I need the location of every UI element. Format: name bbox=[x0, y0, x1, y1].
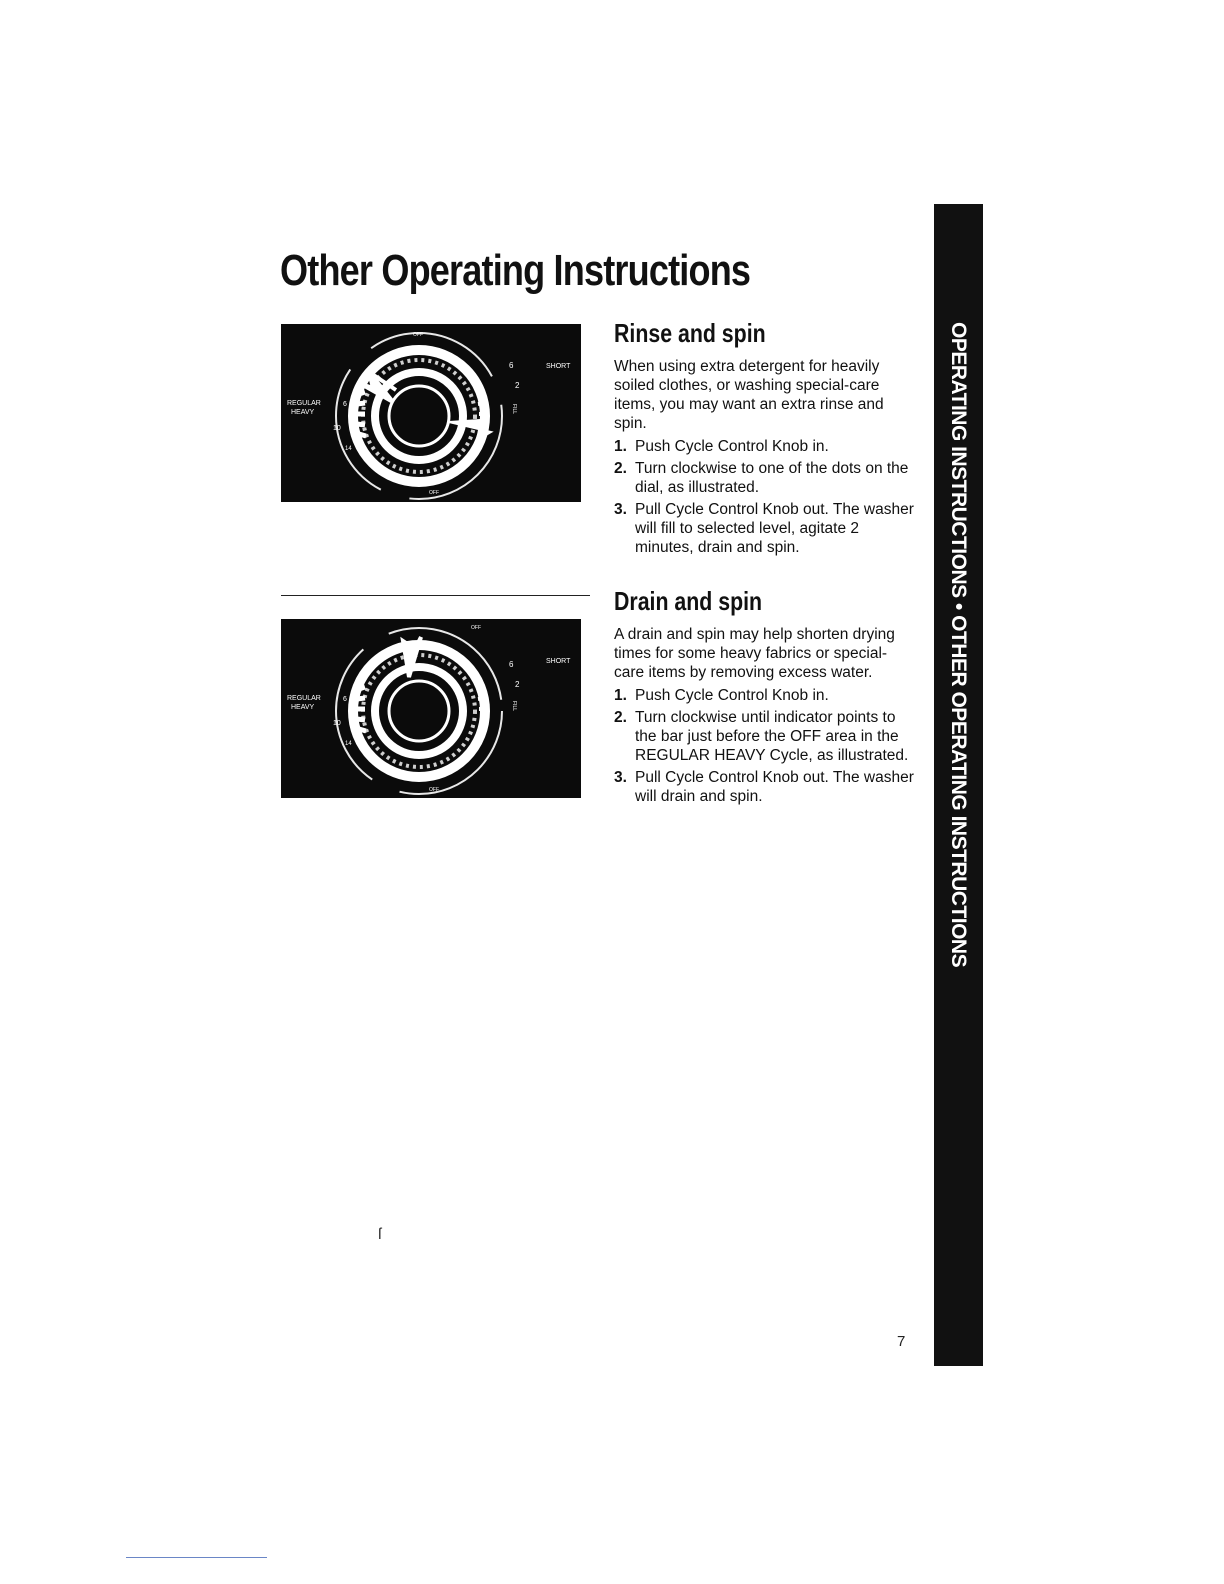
step-number: 3. bbox=[614, 501, 627, 518]
step-item bbox=[614, 686, 914, 705]
dial-number-left-2: 10 bbox=[333, 720, 341, 727]
dial-svg-1 bbox=[281, 324, 581, 502]
dial-label-fill: FILL bbox=[511, 404, 517, 415]
step-text: Push Cycle Control Knob in. bbox=[635, 438, 829, 455]
dial-label-bottom: OFF bbox=[429, 490, 439, 496]
step-text: Push Cycle Control Knob in. bbox=[635, 687, 829, 704]
drain-spin-dial-illustration bbox=[281, 619, 581, 798]
step-number: 2. bbox=[614, 709, 627, 726]
step-list-rinse bbox=[614, 437, 914, 557]
dial-number-left-3: 14 bbox=[345, 741, 352, 747]
drain-and-spin-section bbox=[614, 586, 914, 809]
rinse-and-spin-section bbox=[614, 318, 914, 560]
step-item bbox=[614, 768, 914, 806]
dial-label-top: OFF bbox=[413, 332, 423, 338]
step-text: Pull Cycle Control Knob out. The washer will drain and spin. bbox=[635, 769, 914, 805]
knob-inner bbox=[389, 386, 449, 446]
dial-number-left-1: 6 bbox=[343, 401, 347, 408]
section-divider bbox=[281, 595, 590, 596]
step-item bbox=[614, 500, 914, 557]
dial-label-heavy: HEAVY bbox=[291, 409, 315, 416]
step-number: 3. bbox=[614, 769, 627, 786]
knob-inner bbox=[389, 681, 449, 741]
page-title: Other Operating Instructions bbox=[280, 246, 751, 295]
dial-svg-2 bbox=[281, 619, 581, 798]
dial-number-left-3: 14 bbox=[345, 446, 352, 452]
side-tab-label: OPERATING INSTRUCTIONS • OTHER OPERATING INSTRUCTIONS bbox=[947, 322, 970, 968]
dial-number-right-2: 2 bbox=[515, 680, 520, 689]
step-text: Turn clockwise until indicator points to the bar just before the OFF area in the REGULAR HEAVY Cycle, as illustrated. bbox=[635, 709, 909, 764]
stray-mark: ſ bbox=[378, 1226, 382, 1243]
dial-label-short: SHORT bbox=[546, 658, 571, 665]
step-list-drain bbox=[614, 686, 914, 806]
step-text: Pull Cycle Control Knob out. The washer will fill to selected level, agitate 2 minutes, drain and spin. bbox=[635, 501, 914, 556]
section-heading-drain: Drain and spin bbox=[614, 586, 763, 616]
dial-label-fill: FILL bbox=[511, 701, 517, 712]
dial-number-left-2: 10 bbox=[333, 425, 341, 432]
dial-number-right-2: 2 bbox=[515, 381, 520, 390]
rinse-spin-dial-illustration bbox=[281, 324, 581, 502]
dial-label-bottom: OFF bbox=[429, 787, 439, 793]
section-intro-drain: A drain and spin may help shorten drying times for some heavy fabrics or special-care items by removing excess water. bbox=[614, 626, 895, 681]
dial-label-short: SHORT bbox=[546, 363, 571, 370]
step-number: 1. bbox=[614, 438, 627, 455]
dial-number-right-1: 6 bbox=[509, 660, 514, 669]
step-number: 1. bbox=[614, 687, 627, 704]
dial-number-right-1: 6 bbox=[509, 361, 514, 370]
dial-label-regular: REGULAR bbox=[287, 695, 321, 702]
step-item bbox=[614, 708, 914, 765]
step-item bbox=[614, 459, 914, 497]
step-text: Turn clockwise to one of the dots on the dial, as illustrated. bbox=[635, 460, 909, 496]
dial-label-heavy: HEAVY bbox=[291, 704, 315, 711]
page-number: 7 bbox=[897, 1333, 906, 1350]
dial-label-regular: REGULAR bbox=[287, 400, 321, 407]
footnote-rule bbox=[126, 1557, 267, 1558]
step-number: 2. bbox=[614, 460, 627, 477]
step-item bbox=[614, 437, 914, 456]
section-intro-rinse: When using extra detergent for heavily soiled clothes, or washing special-care items, you may want an extra rinse and spin. bbox=[614, 358, 884, 432]
dial-label-top: OFF bbox=[471, 625, 481, 631]
dial-number-left-1: 6 bbox=[343, 696, 347, 703]
section-heading-rinse: Rinse and spin bbox=[614, 318, 766, 348]
